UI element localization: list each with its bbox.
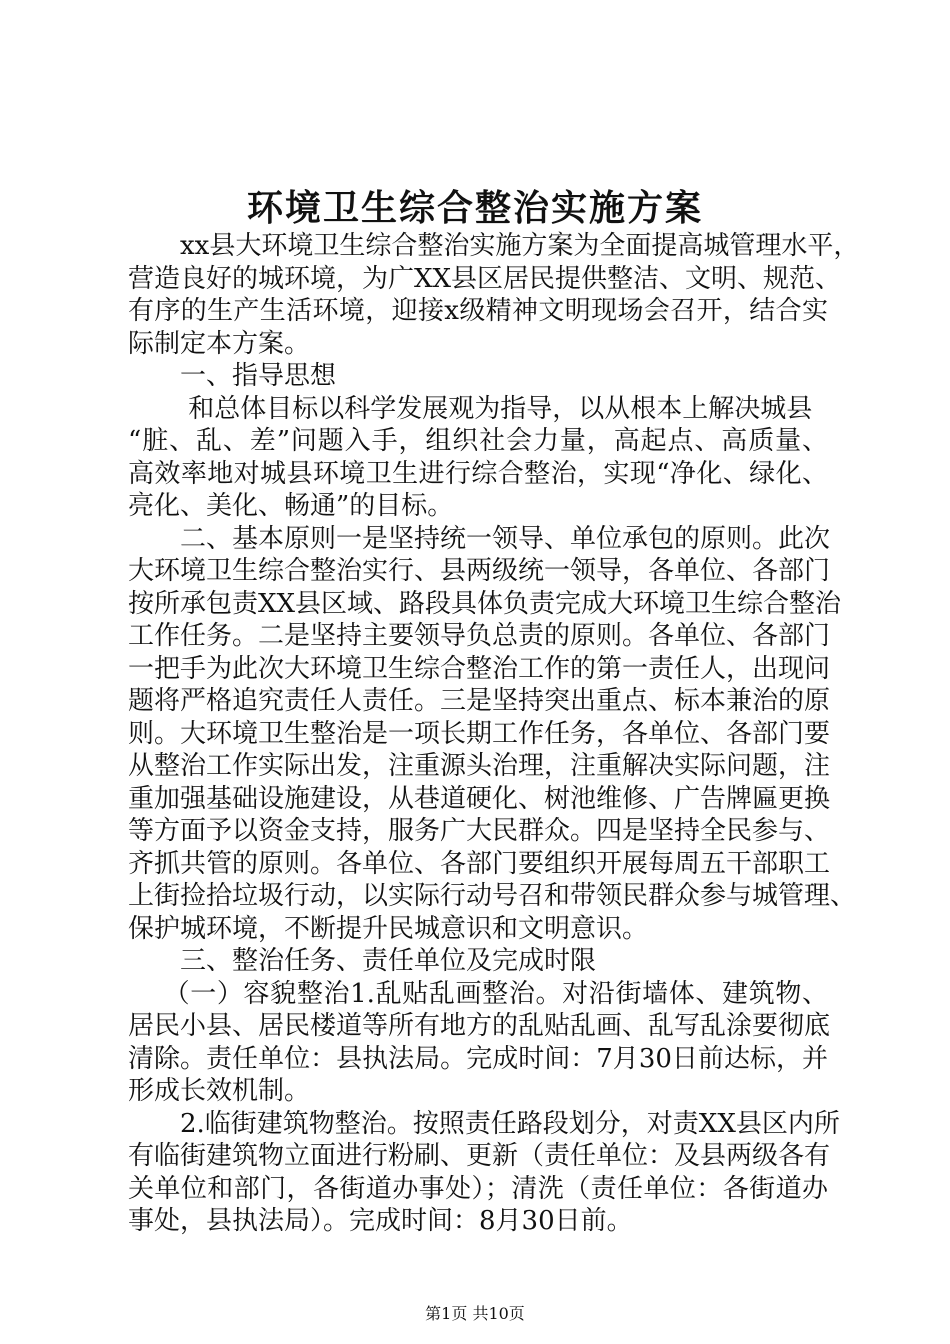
text-line: 高效率地对城县环境卫生进行综合整治，实现“净化、绿化、 [128,458,828,489]
text-line: 则。大环境卫生整治是一项长期工作任务，各单位、各部门要 [128,718,831,749]
text-line: 重加强基础设施建设，从巷道硬化、树池维修、广告牌匾更换 [128,783,831,814]
text-line: 营造良好的城环境，为广XX县区居民提供整洁、文明、规范、 [128,263,842,294]
page-footer: 第1页 共10页 [425,1304,525,1323]
document-body [128,230,860,1238]
text-line: 有临街建筑物立面进行粉刷、更新（责任单位：及县两级各有 [128,1141,831,1171]
text-line: 工作任务。二是坚持主要领导负总责的原则。各单位、各部门 [128,621,831,651]
text-line: 二、基本原则一是坚持统一领导、单位承包的原则。此次 [128,523,831,554]
text-line: 和总体目标以科学发展观为指导，以从根本上解决城县 [128,393,813,424]
text-line: 按所承包责XX县区域、路段具体负责完成大环境卫生综合整治 [128,588,842,619]
text-line: 亮化、美化、畅通”的目标。 [128,491,454,521]
text-line: “脏、乱、差”问题入手，组织社会力量，高起点、高质量、 [128,426,828,456]
document-title: 环境卫生综合整治实施方案 [246,187,703,229]
text-line: 一把手为此次大环境卫生综合整治工作的第一责任人，出现问 [128,653,831,684]
text-line: 关单位和部门，各街道办事处）；清洗（责任单位：各街道办 [128,1173,828,1204]
text-line: 三、整治任务、责任单位及完成时限 [128,946,597,976]
text-line: 际制定本方案。 [128,328,311,359]
text-line: 形成长效机制。 [128,1076,311,1106]
text-line: 2.临街建筑物整治。按照责任路段划分，对责XX县区内所 [128,1108,840,1139]
text-line: 题将严格追究责任人责任。三是坚持突出重点、标本兼治的原 [128,686,831,716]
text-line: 等方面予以资金支持，服务广大民群众。四是坚持全民参与、 [128,816,831,846]
text-line: 清除。责任单位：县执法局。完成时间：7月30日前达标，并 [128,1043,828,1074]
text-line: 有序的生产生活环境，迎接x级精神文明现场会召开，结合实 [128,296,828,326]
text-line: 居民小县、居民楼道等所有地方的乱贴乱画、乱写乱涂要彻底 [128,1011,831,1041]
text-line: xx县大环境卫生综合整治实施方案为全面提高城管理水平， [128,231,860,261]
text-line: （一）容貌整治1.乱贴乱画整治。对沿街墙体、建筑物、 [128,978,828,1009]
text-line: 齐抓共管的原则。各单位、各部门要组织开展每周五干部职工 [128,848,831,879]
text-line: 一、指导思想 [128,361,337,391]
text-line: 保护城环境，不断提升民城意识和文明意识。 [128,913,649,944]
text-line: 大环境卫生综合整治实行、县两级统一领导，各单位、各部门 [128,556,831,586]
text-line: 从整治工作实际出发，注重源头治理，注重解决实际问题，注 [128,751,831,781]
text-line: 事处，县执法局）。完成时间：8月30日前。 [128,1206,633,1236]
text-line: 上街捡拾垃圾行动，以实际行动号召和带领民群众参与城管理、 [128,881,857,911]
